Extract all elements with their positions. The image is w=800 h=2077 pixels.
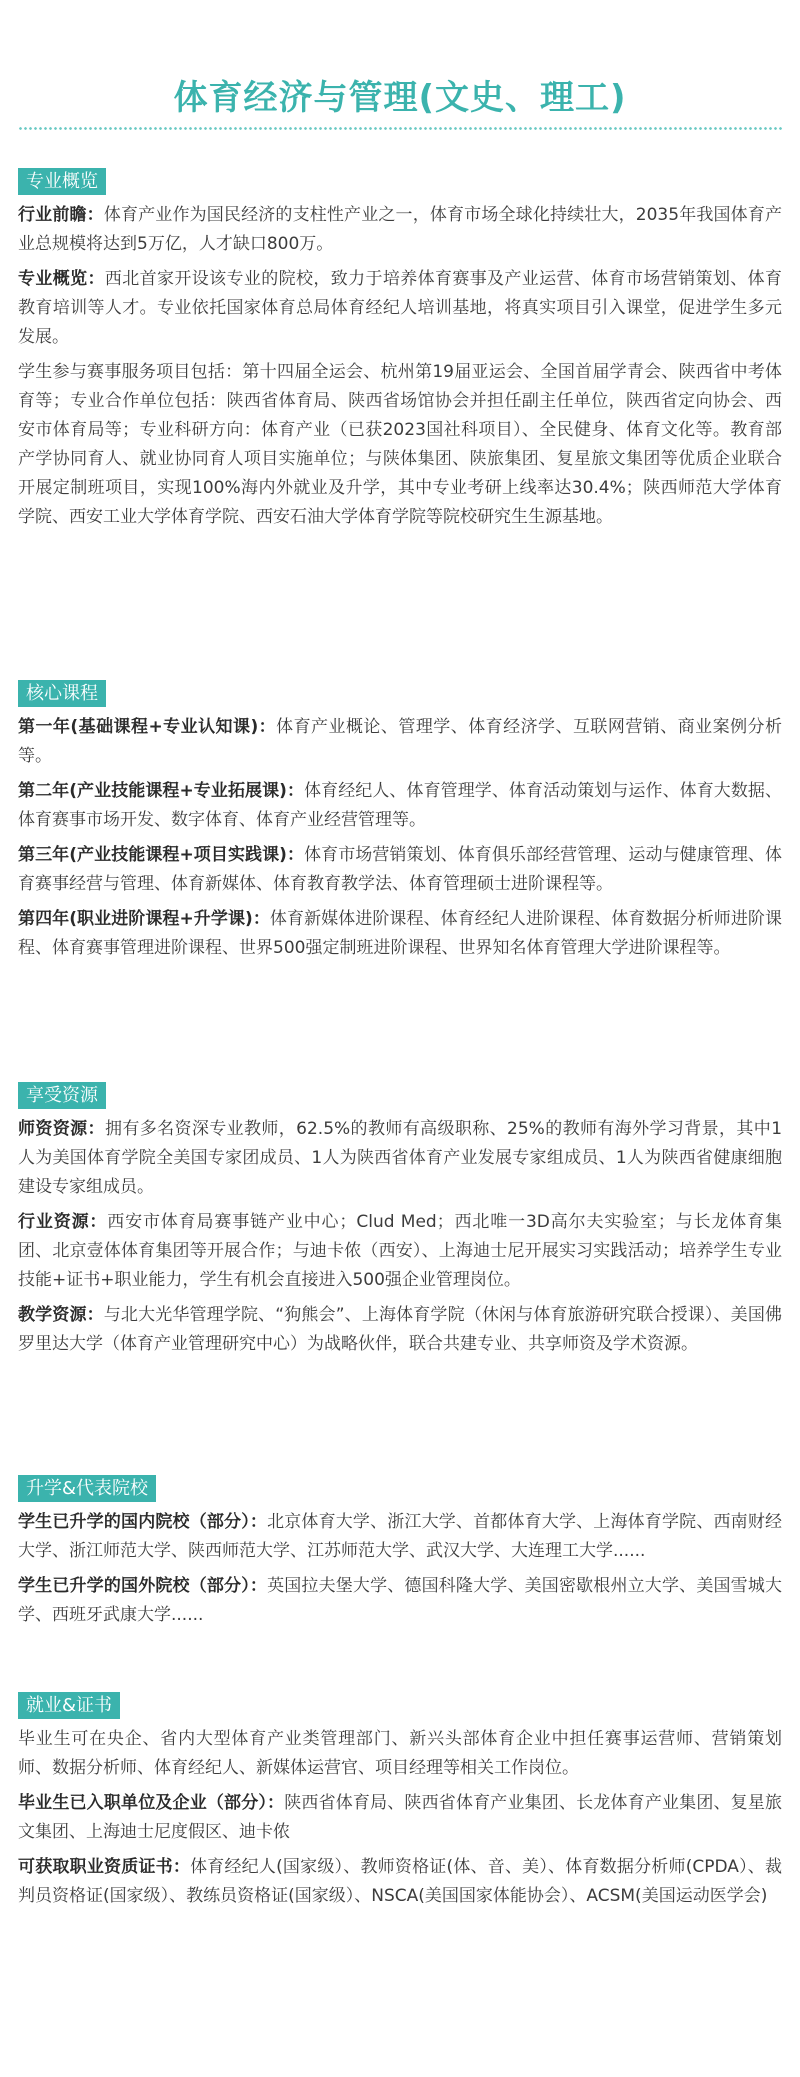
paragraph-lead: 可获取职业资质证书： (18, 1857, 191, 1877)
paragraph-text: 拥有多名资深专业教师，62.5%的教师有高级职称、25%的教师有海外学习背景，其中1人为美国体育学院全美国专家团成员、1人为陕西省体育产业发展专家组成员、1人为陕西省健康细胞建设专家组成员。 (18, 1119, 783, 1197)
paragraph-employers (18, 1789, 782, 1847)
paragraph-major-overview (18, 265, 782, 352)
paragraph-text: 北京体育大学、浙江大学、首都体育大学、上海体育学院、西南财经大学、浙江师范大学、陕西师范大学、江苏师范大学、武汉大学、大连理工大学...... (18, 1512, 783, 1561)
paragraph-certificates (18, 1853, 782, 1911)
paragraph-text: 与北大光华管理学院、“狗熊会”、上海体育学院（休闲与体育旅游研究联合授课）、美国佛罗里达大学（体育产业管理研究中心）为战略伙伴，联合共建专业、共享师资及学术资源。 (18, 1305, 782, 1354)
section-career (18, 1692, 782, 1917)
paragraph-lead: 行业前瞻： (18, 205, 104, 225)
paragraph-year-4 (18, 905, 782, 963)
paragraph-lead: 第三年(产业技能课程+项目实践课)： (18, 845, 305, 865)
paragraph-text: 体育产业概论、管理学、体育经济学、互联网营销、商业案例分析等。 (18, 717, 782, 766)
section-tag-career: 就业&证书 (18, 1692, 120, 1719)
section-tag-overview: 专业概览 (18, 168, 106, 195)
paragraph-text: 体育市场营销策划、体育俱乐部经营管理、运动与健康管理、体育赛事经营与管理、体育新媒体、体育教育教学法、体育管理硕士进阶课程等。 (18, 845, 782, 894)
section-courses (18, 680, 782, 969)
paragraph-year-2 (18, 777, 782, 835)
paragraph-domestic-schools (18, 1508, 782, 1566)
section-tag-courses: 核心课程 (18, 680, 106, 707)
paragraph-industry-resources (18, 1208, 782, 1295)
dotted-divider (18, 126, 782, 131)
paragraph-lead: 学生已升学的国内院校（部分）： (18, 1512, 268, 1532)
paragraph-industry-outlook (18, 201, 782, 259)
paragraph-text: 学生参与赛事服务项目包括：第十四届全运会、杭州第19届亚运会、全国首届学青会、陕西省中考体育等；专业合作单位包括：陕西省体育局、陕西省场馆协会并担任副主任单位，陕西省定向协会、西安市体育局等；专业科研方向：体育产业（已获2023国社科项目）、全民健身、体育文化等。教育部产学协同育人、就业协同育人项目实施单位；与陕体集团、陕旅集团、复星旅文集团等优质企业联合开展定制班项目，实现100%海内外就业及升学，其中专业考研上线率达30.4%；陕西师范大学体育学院、西安工业大学体育学院、西安石油大学体育学院等院校研究生生源基地。 (18, 362, 782, 527)
paragraph-faculty (18, 1115, 782, 1202)
paragraph-year-3 (18, 841, 782, 899)
paragraph-text: 毕业生可在央企、省内大型体育产业类管理部门、新兴头部体育企业中担任赛事运营师、营销策划师、数据分析师、体育经纪人、新媒体运营官、项目经理等相关工作岗位。 (18, 1729, 782, 1778)
paragraph-lead: 教学资源： (18, 1305, 104, 1325)
paragraph-student-projects (18, 358, 782, 532)
paragraph-text: 英国拉夫堡大学、德国科隆大学、美国密歇根州立大学、美国雪城大学、西班牙武康大学...... (18, 1576, 783, 1625)
paragraph-career-positions (18, 1725, 782, 1783)
paragraph-lead: 行业资源： (18, 1212, 108, 1232)
section-tag-resources: 享受资源 (18, 1082, 106, 1109)
paragraph-text: 体育产业作为国民经济的支柱性产业之一，体育市场全球化持续壮大，2035年我国体育产业总规模将达到5万亿，人才缺口800万。 (18, 205, 783, 254)
paragraph-text: 陕西省体育局、陕西省体育产业集团、长龙体育产业集团、复星旅文集团、上海迪士尼度假区、迪卡侬 (18, 1793, 783, 1842)
paragraph-teaching-resources (18, 1301, 782, 1359)
section-tag-further-study: 升学&代表院校 (18, 1475, 156, 1502)
paragraph-lead: 毕业生已入职单位及企业（部分）： (18, 1793, 285, 1813)
paragraph-lead: 学生已升学的国外院校（部分）： (18, 1576, 268, 1596)
paragraph-text: 西北首家开设该专业的院校，致力于培养体育赛事及产业运营、体育市场营销策划、体育教育培训等人才。专业依托国家体育总局体育经纪人培训基地，将真实项目引入课堂，促进学生多元发展。 (18, 269, 783, 347)
paragraph-year-1 (18, 713, 782, 771)
section-overview (18, 168, 782, 538)
paragraph-lead: 专业概览： (18, 269, 105, 289)
paragraph-lead: 第一年(基础课程+专业认知课)： (18, 717, 277, 737)
section-resources (18, 1082, 782, 1365)
paragraph-text: 体育新媒体进阶课程、体育经纪人进阶课程、体育数据分析师进阶课程、体育赛事管理进阶课程、世界500强定制班进阶课程、世界知名体育管理大学进阶课程等。 (18, 909, 782, 958)
page-title: 体育经济与管理(文史、理工) (173, 78, 627, 118)
paragraph-abroad-schools (18, 1572, 782, 1630)
paragraph-text: 体育经纪人(国家级）、教师资格证(体、音、美）、体育数据分析师(CPDA）、裁判员资格证(国家级）、教练员资格证(国家级）、NSCA(美国国家体能协会）、ACSM(美国运动医学会) (18, 1857, 782, 1906)
paragraph-text: 体育经纪人、体育管理学、体育活动策划与运作、体育大数据、体育赛事市场开发、数字体育、体育产业经营管理等。 (18, 781, 782, 830)
paragraph-lead: 师资资源： (18, 1119, 105, 1139)
paragraph-lead: 第二年(产业技能课程+专业拓展课)： (18, 781, 305, 801)
paragraph-lead: 第四年(职业进阶课程+升学课)： (18, 909, 270, 929)
paragraph-text: 西安市体育局赛事链产业中心；Clud Med；西北唯一3D高尔夫实验室；与长龙体育集团、北京壹体体育集团等开展合作；与迪卡侬（西安）、上海迪士尼开展实习实践活动；培养学生专业技能+证书+职业能力，学生有机会直接进入500强企业管理岗位。 (18, 1212, 783, 1290)
section-further-study (18, 1475, 782, 1636)
